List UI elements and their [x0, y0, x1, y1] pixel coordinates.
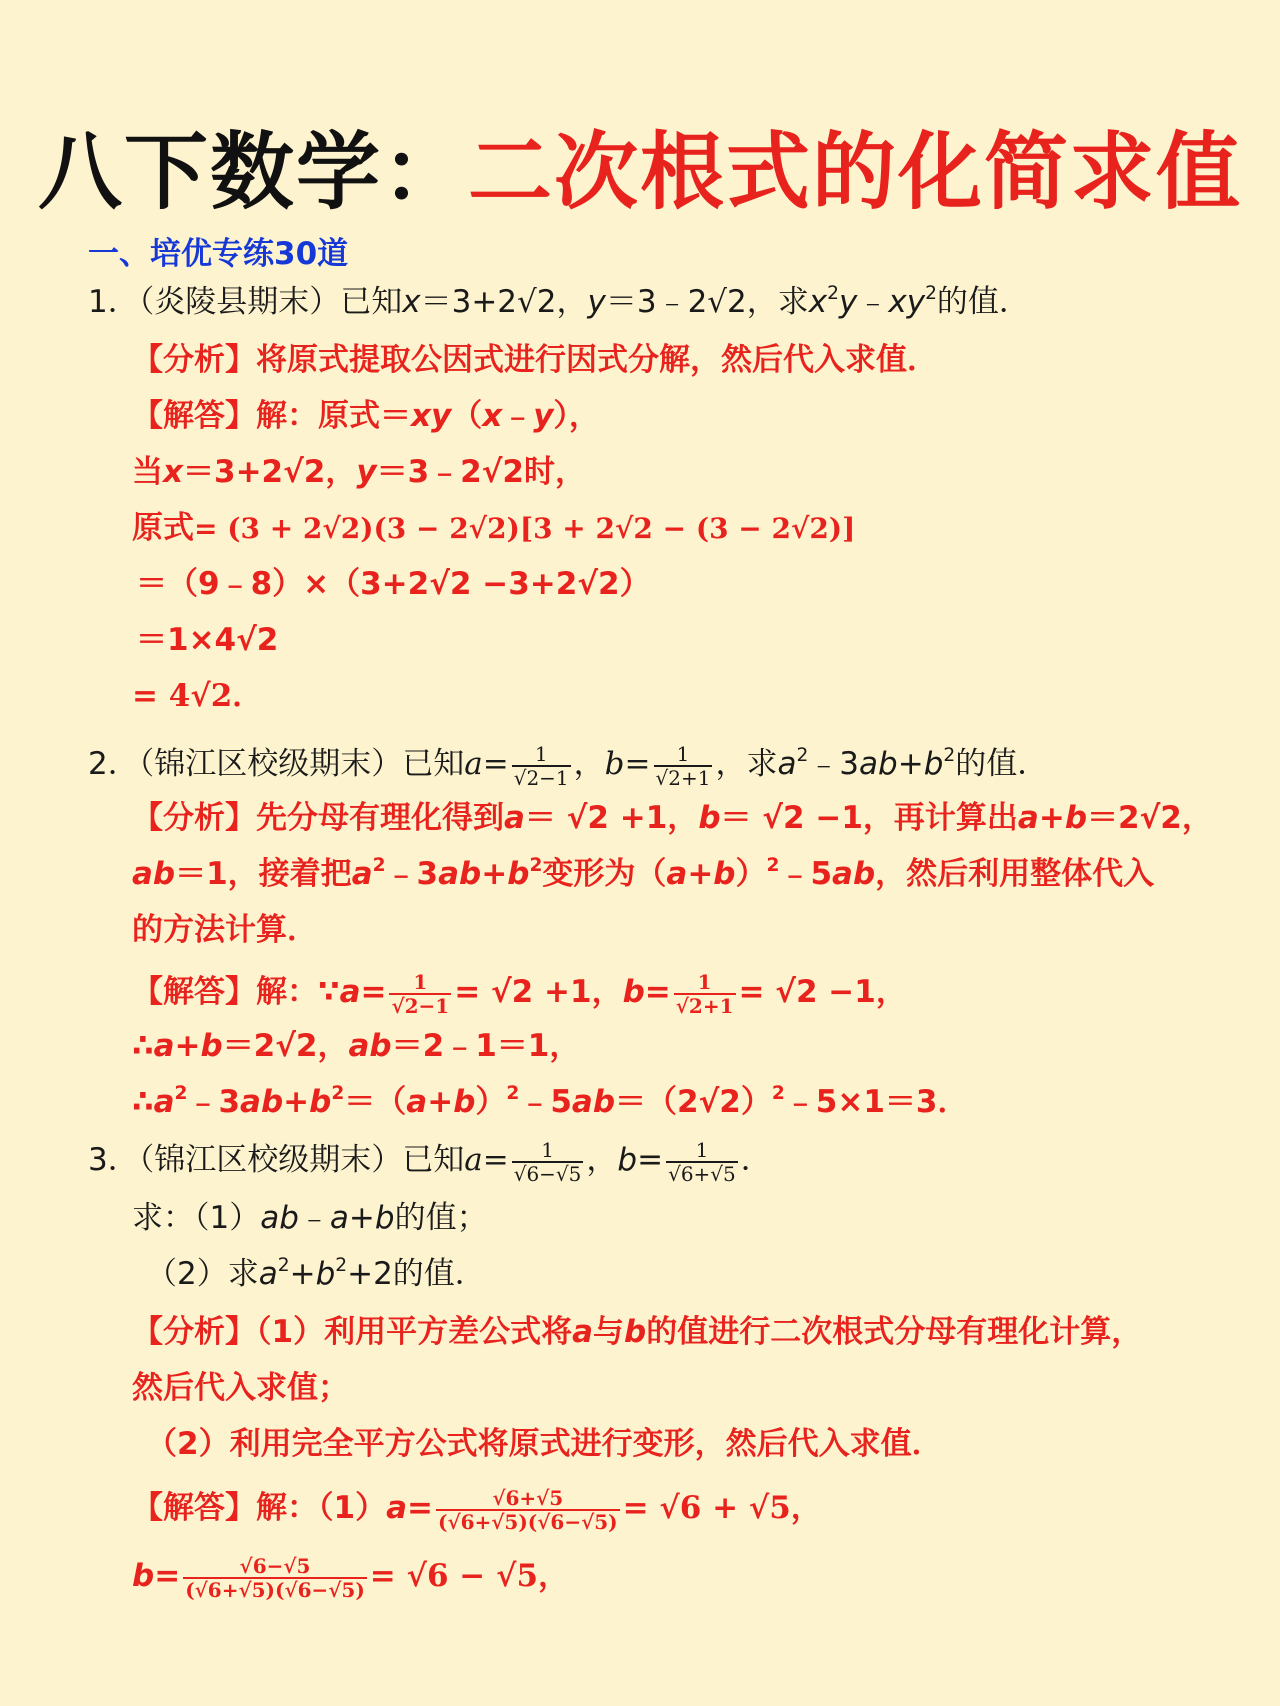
problem-1-solution-line: 【解答】解：原式＝xy（x﹣y）， [132, 398, 600, 434]
problem-1-solution-line: 原式= (3 + 2√2)(3 − 2√2)[3 + 2√2 − (3 − 2√2)] [132, 510, 856, 546]
problem-3-solution-line: 【解答】解：（1）a= $\frac{√6+√5}{(√6+√5)(√6-√5)}$ = √6 + √5， [132, 1485, 822, 1534]
problem-2-solution-line: ∴a+b＝2√2，ab＝2﹣1＝1， [132, 1028, 581, 1064]
page-title [0, 105, 1280, 226]
problem-2-analysis: 【分析】先分母有理化得到a＝ √2 +1，b＝ √2 −1，再计算出a+b＝2√2， [132, 800, 1213, 836]
problem-3-analysis: 【分析】（1）利用平方差公式将a与b的值进行二次根式分母有理化计算， [132, 1314, 1143, 1350]
problem-3-question: 求：（1）ab﹣a+b的值； [132, 1200, 488, 1236]
problem-3-analysis: （2）利用完全平方公式将原式进行变形，然后代入求值． [146, 1426, 943, 1462]
problem-2-analysis: 的方法计算． [132, 912, 318, 948]
problem-3-question: 3．（锦江区校级期末）已知a= $\frac{1}{√6-√5}$ ，b= $\frac{1}{√6+√5}$ ． [88, 1137, 772, 1186]
title-black: 八下数学： [37, 123, 468, 221]
title-red: 二次根式的化简求值 [468, 123, 1243, 221]
problem-3-solution-line: b= $\frac{√6-√5}{(√6+√5)(√6-√5)}$ = √6 − √5， [132, 1553, 570, 1602]
problem-1-solution-line: ＝（9﹣8）×（3+2√2 −3+2√2） [136, 566, 651, 602]
problem-2-solution-line: 【解答】解：∵a= $\frac{1}{√2-1}$ = √2 +1，b= $\frac{1}{√2+1}$ = √2 −1， [132, 969, 907, 1018]
problem-3-analysis: 然后代入求值； [132, 1370, 349, 1406]
problem-1-question: 1．（炎陵县期末）已知x＝3+2√2，y＝3﹣2√2，求$x^2y﹣xy^2$的值． [88, 282, 1030, 320]
problem-1-solution-line: ＝1×4√2 [136, 622, 279, 658]
section-heading: 一、培优专练30道 [88, 236, 349, 272]
problem-1-solution-line: = 4√2． [132, 678, 264, 714]
problem-3-question: （2）求$a^2+b^2+2$的值． [146, 1254, 486, 1292]
problem-2-analysis: ab＝1，接着把$a^2﹣3ab+b^2$变形为$(a+b)^2﹣5ab$，然后利用整体代入 [132, 854, 1155, 892]
problem-1-solution-line: 当x＝3+2√2，y＝3﹣2√2时， [132, 454, 586, 490]
problem-1-analysis: 【分析】将原式提取公因式进行因式分解，然后代入求值． [132, 342, 938, 378]
problem-2-solution-line: $\therefore a^2﹣3ab+b^2=(a+b)^2﹣5ab=(2√2)^2﹣5\times 1=3$． [132, 1082, 969, 1120]
problem-2-question: 2．（锦江区校级期末）已知a= $\frac{1}{√2-1}$ ，b= $\frac{1}{√2+1}$ ，求$a^2﹣3ab+b^2$的值． [88, 741, 1049, 790]
